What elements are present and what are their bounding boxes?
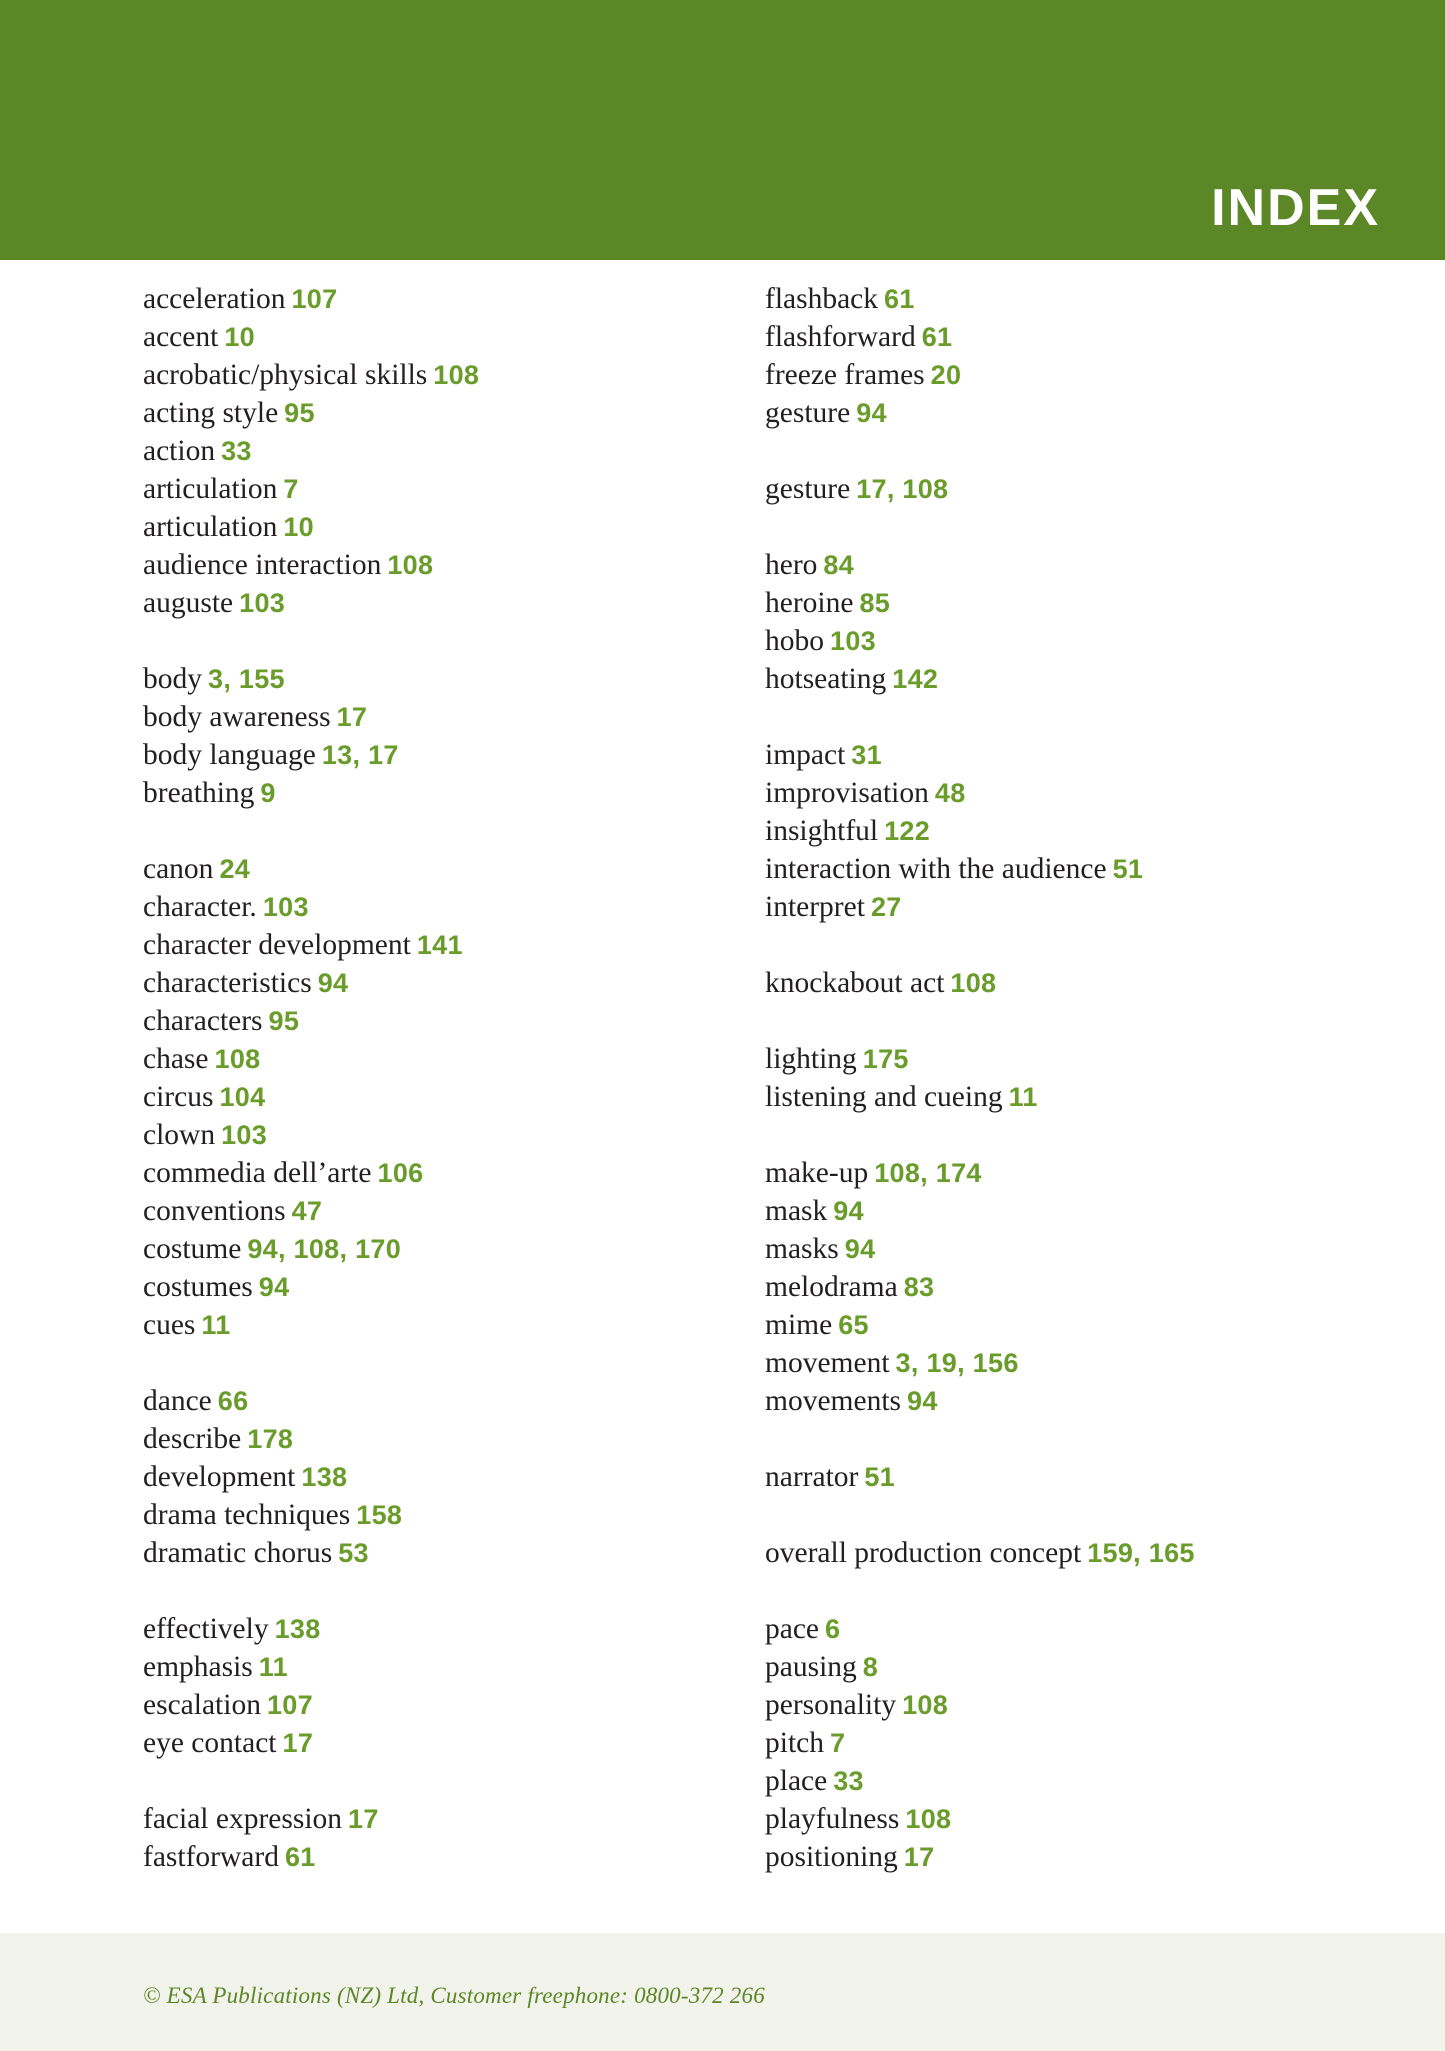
index-entry <box>765 394 1365 432</box>
index-entry-pages: 66 <box>217 1386 249 1416</box>
header-band <box>0 0 1445 260</box>
index-entry <box>143 850 743 888</box>
index-entry-pages: 51 <box>864 1462 895 1492</box>
index-entry <box>143 318 743 356</box>
index-entry-pages: 17 <box>903 1842 935 1872</box>
index-entry <box>143 1458 743 1496</box>
index-entry-pages: 7 <box>283 474 299 504</box>
index-entry-pages: 17 <box>282 1728 314 1758</box>
index-entry <box>765 1458 1365 1496</box>
index-entry-term: action <box>143 435 216 467</box>
index-entry-term: hero <box>765 549 818 581</box>
index-entry <box>765 1306 1365 1344</box>
index-entry-term: costume <box>143 1233 242 1265</box>
index-entry-pages: 7 <box>830 1728 846 1758</box>
index-entry-pages: 94 <box>258 1272 290 1302</box>
index-entry <box>765 1800 1365 1838</box>
index-entry <box>143 660 743 698</box>
index-entry-term: dramatic chorus <box>143 1537 333 1569</box>
index-entry-pages: 104 <box>219 1082 266 1112</box>
index-entry-term: effectively <box>143 1613 269 1645</box>
index-entry-pages: 108 <box>387 550 434 580</box>
index-entry <box>143 546 743 584</box>
index-entry <box>765 812 1365 850</box>
index-entry-term: listening and cueing <box>765 1081 1003 1113</box>
index-entry <box>765 660 1365 698</box>
index-entry-term: gesture <box>765 473 851 505</box>
index-entry-term: freeze frames <box>765 359 925 391</box>
index-entry <box>143 1230 743 1268</box>
index-entry-pages: 158 <box>356 1500 403 1530</box>
index-entry-term: pace <box>765 1613 820 1645</box>
index-entry-term: circus <box>143 1081 214 1113</box>
index-entry-pages: 65 <box>838 1310 869 1340</box>
index-entry <box>765 1078 1365 1116</box>
index-entry <box>765 1230 1365 1268</box>
index-entry-term: breathing <box>143 777 255 809</box>
index-entry-term: place <box>765 1765 828 1797</box>
index-entry-term: improvisation <box>765 777 929 809</box>
index-entry <box>143 1724 743 1762</box>
index-entry-term: movements <box>765 1385 902 1417</box>
index-entry-pages: 175 <box>862 1044 909 1074</box>
index-entry <box>765 1382 1365 1420</box>
index-entry-pages: 95 <box>268 1006 300 1036</box>
index-entry-pages: 141 <box>416 930 463 960</box>
index-entry-term: describe <box>143 1423 242 1455</box>
index-entry <box>143 470 743 508</box>
index-entry-term: costumes <box>143 1271 253 1303</box>
index-entry-pages: 61 <box>284 1842 316 1872</box>
index-entry <box>765 622 1365 660</box>
index-entry-pages: 13, 17 <box>321 740 399 770</box>
index-entry <box>143 394 743 432</box>
index-entry-pages: 53 <box>338 1538 369 1568</box>
index-entry-pages: 84 <box>823 550 855 580</box>
index-entry-pages: 107 <box>266 1690 313 1720</box>
index-entry-pages: 108 <box>950 968 997 998</box>
index-entry-pages: 159, 165 <box>1087 1538 1195 1568</box>
index-entry <box>765 1534 1365 1572</box>
index-entry-term: overall production concept <box>765 1537 1082 1569</box>
index-entry-pages: 138 <box>274 1614 321 1644</box>
index-entry <box>143 584 743 622</box>
index-entry-term: playfulness <box>765 1803 900 1835</box>
index-entry-term: accent <box>143 321 219 353</box>
index-content <box>0 280 1445 1900</box>
index-entry <box>143 1496 743 1534</box>
index-entry-term: mask <box>765 1195 828 1227</box>
index-entry-term: acrobatic/physical skills <box>143 359 428 391</box>
index-entry <box>143 1268 743 1306</box>
index-entry-term: interpret <box>765 891 865 923</box>
index-entry <box>143 1648 743 1686</box>
index-group-spacer <box>143 1344 743 1382</box>
index-entry-pages: 178 <box>247 1424 294 1454</box>
index-entry-term: flashforward <box>765 321 916 353</box>
index-entry-term: acting style <box>143 397 279 429</box>
index-entry <box>765 1610 1365 1648</box>
index-group-spacer <box>765 508 1365 546</box>
index-entry-pages: 94 <box>833 1196 864 1226</box>
index-entry-pages: 10 <box>224 322 255 352</box>
index-entry-term: gesture <box>765 397 851 429</box>
index-entry-term: hobo <box>765 625 824 657</box>
index-entry-pages: 94 <box>907 1386 938 1416</box>
index-entry <box>143 1078 743 1116</box>
index-entry <box>765 1648 1365 1686</box>
index-entry-term: knockabout act <box>765 967 945 999</box>
index-group-spacer <box>765 1496 1365 1534</box>
index-entry <box>765 1154 1365 1192</box>
index-entry <box>143 1686 743 1724</box>
index-entry-term: development <box>143 1461 296 1493</box>
index-entry-pages: 51 <box>1112 854 1144 884</box>
index-entry-pages: 17 <box>336 702 368 732</box>
index-entry-term: lighting <box>765 1043 857 1075</box>
index-entry <box>143 432 743 470</box>
index-entry <box>143 1420 743 1458</box>
index-entry-term: impact <box>765 739 846 771</box>
index-entry-pages: 17, 108 <box>856 474 949 504</box>
index-entry <box>765 964 1365 1002</box>
index-entry-pages: 94 <box>856 398 887 428</box>
index-group-spacer <box>765 926 1365 964</box>
index-entry-term: movement <box>765 1347 890 1379</box>
index-entry-term: melodrama <box>765 1271 898 1303</box>
index-entry-term: positioning <box>765 1841 898 1873</box>
index-group-spacer <box>765 698 1365 736</box>
index-entry-pages: 61 <box>884 284 915 314</box>
index-entry <box>143 736 743 774</box>
index-entry <box>143 1838 743 1876</box>
index-entry-term: eye contact <box>143 1727 277 1759</box>
index-entry-pages: 24 <box>219 854 251 884</box>
index-entry-pages: 11 <box>1008 1082 1038 1112</box>
index-entry-pages: 103 <box>830 626 876 656</box>
index-group-spacer <box>765 432 1365 470</box>
index-entry-pages: 108 <box>214 1044 261 1074</box>
index-entry <box>765 736 1365 774</box>
index-entry <box>143 356 743 394</box>
index-entry-pages: 48 <box>934 778 966 808</box>
index-entry-pages: 142 <box>892 664 939 694</box>
index-entry-term: insightful <box>765 815 879 847</box>
index-entry <box>143 280 743 318</box>
index-group-spacer <box>143 1762 743 1800</box>
index-group-spacer <box>143 812 743 850</box>
index-entry-term: body awareness <box>143 701 331 733</box>
index-entry-pages: 10 <box>283 512 314 542</box>
index-entry <box>143 774 743 812</box>
index-entry-pages: 138 <box>301 1462 348 1492</box>
index-entry-term: articulation <box>143 473 278 505</box>
index-group-spacer <box>765 1116 1365 1154</box>
index-entry-term: facial expression <box>143 1803 343 1835</box>
index-entry <box>765 318 1365 356</box>
index-entry-term: dance <box>143 1385 212 1417</box>
index-entry-term: conventions <box>143 1195 286 1227</box>
index-entry-pages: 61 <box>921 322 953 352</box>
index-entry-pages: 47 <box>291 1196 323 1226</box>
index-entry-pages: 103 <box>221 1120 268 1150</box>
index-group-spacer <box>765 1002 1365 1040</box>
index-entry-pages: 106 <box>377 1158 424 1188</box>
index-entry-pages: 3, 19, 156 <box>895 1348 1019 1378</box>
index-entry-term: characters <box>143 1005 263 1037</box>
index-entry <box>143 1192 743 1230</box>
index-entry-term: interaction with the audience <box>765 853 1107 885</box>
index-entry-pages: 17 <box>348 1804 379 1834</box>
index-entry <box>143 1534 743 1572</box>
index-entry-pages: 31 <box>851 740 882 770</box>
index-entry-term: hotseating <box>765 663 887 695</box>
index-entry-pages: 107 <box>291 284 338 314</box>
index-entry-term: make-up <box>765 1157 869 1189</box>
index-entry-term: canon <box>143 853 214 885</box>
index-entry-term: narrator <box>765 1461 859 1493</box>
index-entry <box>143 1306 743 1344</box>
index-entry <box>765 1268 1365 1306</box>
footer-band <box>0 1933 1445 2051</box>
index-entry <box>143 1382 743 1420</box>
index-entry-term: flashback <box>765 283 879 315</box>
index-entry-term: personality <box>765 1689 897 1721</box>
page-title: INDEX <box>1211 179 1380 237</box>
index-entry-term: mime <box>765 1309 833 1341</box>
index-entry-pages: 94 <box>317 968 349 998</box>
index-entry-pages: 108 <box>902 1690 949 1720</box>
index-entry-term: escalation <box>143 1689 261 1721</box>
index-entry <box>143 1154 743 1192</box>
index-entry-term: auguste <box>143 587 234 619</box>
index-entry <box>765 280 1365 318</box>
index-entry-term: body language <box>143 739 316 771</box>
index-entry <box>765 584 1365 622</box>
index-entry-pages: 94, 108, 170 <box>247 1234 402 1264</box>
index-entry-term: pausing <box>765 1651 857 1683</box>
index-group-spacer <box>765 1420 1365 1458</box>
index-entry-term: fastforward <box>143 1841 279 1873</box>
index-entry <box>143 508 743 546</box>
index-entry-pages: 122 <box>884 816 931 846</box>
index-entry-pages: 33 <box>833 1766 864 1796</box>
index-entry <box>765 356 1365 394</box>
index-entry-term: character. <box>143 891 257 923</box>
index-entry <box>143 1800 743 1838</box>
index-entry-term: chase <box>143 1043 209 1075</box>
index-entry-pages: 6 <box>825 1614 841 1644</box>
index-entry-term: acceleration <box>143 283 286 315</box>
index-entry-term: cues <box>143 1309 196 1341</box>
footer-copyright: © ESA Publications (NZ) Ltd, Customer freephone: 0800-372 266 <box>143 1983 765 2008</box>
index-entry-term: heroine <box>765 587 854 619</box>
index-entry-pages: 95 <box>284 398 315 428</box>
index-entry <box>143 1040 743 1078</box>
index-entry <box>765 1192 1365 1230</box>
index-entry-pages: 33 <box>221 436 252 466</box>
index-entry-pages: 103 <box>239 588 286 618</box>
index-entry <box>765 470 1365 508</box>
index-group-spacer <box>143 1572 743 1610</box>
index-entry <box>765 1724 1365 1762</box>
index-entry <box>765 1344 1365 1382</box>
index-entry-term: pitch <box>765 1727 824 1759</box>
index-entry-pages: 108 <box>433 360 480 390</box>
index-entry <box>143 698 743 736</box>
index-entry-pages: 27 <box>870 892 902 922</box>
index-entry <box>765 888 1365 926</box>
index-entry-pages: 9 <box>260 778 276 808</box>
index-group-spacer <box>143 622 743 660</box>
index-entry-pages: 108, 174 <box>874 1158 982 1188</box>
index-entry-pages: 20 <box>930 360 962 390</box>
index-entry <box>765 850 1365 888</box>
index-entry-term: audience interaction <box>143 549 382 581</box>
index-group-spacer <box>765 1572 1365 1610</box>
index-entry-pages: 83 <box>903 1272 935 1302</box>
index-entry <box>143 926 743 964</box>
index-entry-pages: 85 <box>859 588 891 618</box>
index-entry-term: body <box>143 663 202 695</box>
index-entry-pages: 11 <box>201 1310 231 1340</box>
index-entry <box>143 888 743 926</box>
index-entry-pages: 11 <box>258 1652 288 1682</box>
index-column-right <box>765 280 1365 1876</box>
index-entry <box>765 1762 1365 1800</box>
index-entry <box>143 1610 743 1648</box>
index-column-left <box>143 280 743 1876</box>
index-entry <box>765 1040 1365 1078</box>
index-entry-term: drama techniques <box>143 1499 351 1531</box>
index-entry-term: articulation <box>143 511 278 543</box>
index-entry-term: clown <box>143 1119 216 1151</box>
index-entry <box>765 1838 1365 1876</box>
index-entry <box>143 1002 743 1040</box>
index-entry-pages: 8 <box>862 1652 879 1682</box>
index-entry <box>143 964 743 1002</box>
index-entry-pages: 94 <box>844 1234 876 1264</box>
index-entry-term: masks <box>765 1233 839 1265</box>
index-entry <box>143 1116 743 1154</box>
index-entry-pages: 108 <box>905 1804 952 1834</box>
index-entry-term: emphasis <box>143 1651 253 1683</box>
index-entry-term: character development <box>143 929 411 961</box>
index-entry-term: commedia dell’arte <box>143 1157 372 1189</box>
index-entry-pages: 3, 155 <box>208 664 285 694</box>
index-entry <box>765 1686 1365 1724</box>
index-entry <box>765 774 1365 812</box>
index-entry-pages: 103 <box>262 892 309 922</box>
index-entry-term: characteristics <box>143 967 312 999</box>
index-entry <box>765 546 1365 584</box>
